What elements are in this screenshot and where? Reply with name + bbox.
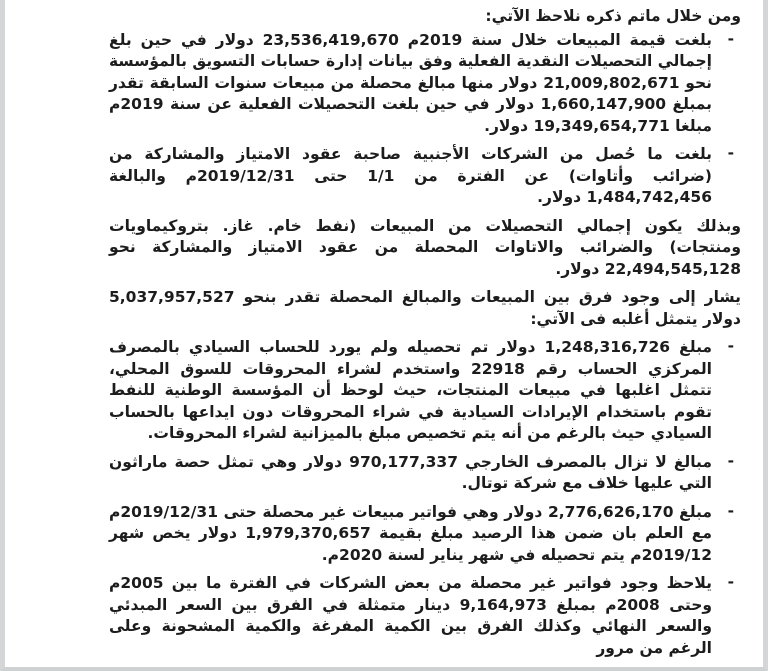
bullet-dash: -	[727, 337, 734, 355]
bullet-item-uncollected-invoices-2005-2008	[109, 573, 741, 659]
bullet-dash: -	[727, 451, 734, 470]
bullet-text: مبلغ 1,248,316,726 دولار تم تحصيله ولم يورد للحساب السيادي بالمصرف المركزي الحساب رقم 22918 واستخدم لشراء المحروقات للسوق المحلي، تتمثل اغلبها في مبيعات المنتجات، حيث لوحظ أن المؤسسة الوطنية للنفط تقوم باستخدام الإيرادات السيادية في شراء المحروقات دون ايداعها بالحساب السيادي حيث بالرغم من أنه يتم تخصيص مبلغ بالميزانية لشراء المحروقات.	[109, 338, 712, 442]
bullet-text: مبالغ لا تزال بالمصرف الخارجي 970,177,337 دولار وهي تمثل حصة ماراثون التي عليها خلاف مع شركة توتال.	[109, 452, 712, 492]
bullet-dash: -	[727, 573, 734, 591]
bullet-text: بلغت قيمة المبيعات خلال سنة 2019م 23,536,419,670 دولار في حين بلغ إجمالي التحصيلات النقدية الفعلية وفق بيانات إدارة حسابات التسويق بالمؤسسة نحو 21,009,802,671 دولار منها مبالغ محصلة من مبيعات سنوات السابقة تقدر بمبلغ 1,660,147,900 دولار في حين بلغت التحصيلات الفعلية عن سنة 2019م مبلغا 19,349,654,771 دولار.	[109, 30, 713, 135]
bullet-item-foreign-bank-funds	[109, 452, 741, 495]
bullet-item-uncollected-invoices-2019	[109, 502, 741, 567]
paragraph-difference-note: يشار إلى وجود فرق بين المبيعات والمبالغ المحصلة تقدر بنحو 5,037,957,527 دولار يتمثل أغلبه فى الآتي:	[109, 288, 741, 328]
bullet-dash: -	[727, 29, 734, 48]
bullet-dash: -	[727, 501, 734, 520]
bullet-text: مبلغ 2,776,626,170 دولار وهي فواتير مبيعات غير محصلة حتى 2019/12/31م مع العلم بان ضمن هذا الرصيد مبلغ بقيمة 1,979,370,657 دولار يخص شهر 2019/12م يتم تحصيله في شهر يناير لسنة 2020م.	[109, 502, 712, 564]
bullet-text: بلغت ما حُصل من الشركات الأجنبية صاحبة عقود الامتياز والمشاركة من (ضرائب وأتاوات) عن الفترة من 1/1 حتى 2019/12/31م والبالغة 1,484,742,456 دولار.	[109, 145, 712, 206]
bullet-item-sales-2019	[109, 30, 741, 138]
bullet-item-sovereign-account	[109, 337, 741, 445]
intro-line: ومن خلال ماتم ذكره نلاحظ الآتي:	[485, 7, 741, 25]
bullet-text: يلاحظ وجود فواتير غير محصلة من بعض الشركات في الفترة ما بين 2005م وحتى 2008م بمبلغ 9,164,973 دينار متمثلة في الفرق بين السعر المبدئي والسعر النهائي وكذلك الفرق بين الكمية المفرغة والكمية المشحونة وعلى الرغم من مرور	[109, 574, 713, 657]
bullet-item-foreign-companies	[109, 144, 741, 209]
paragraph-total-collections: وبذلك يكون إجمالي التحصيلات من المبيعات (نفط خام. غاز. بتروكيماويات ومنتجات) والضرائب والاتاوات المحصلة من عقود الامتياز والمشاركة نحو 22,494,545,128 دولار.	[109, 216, 741, 278]
bullet-dash: -	[727, 144, 734, 162]
